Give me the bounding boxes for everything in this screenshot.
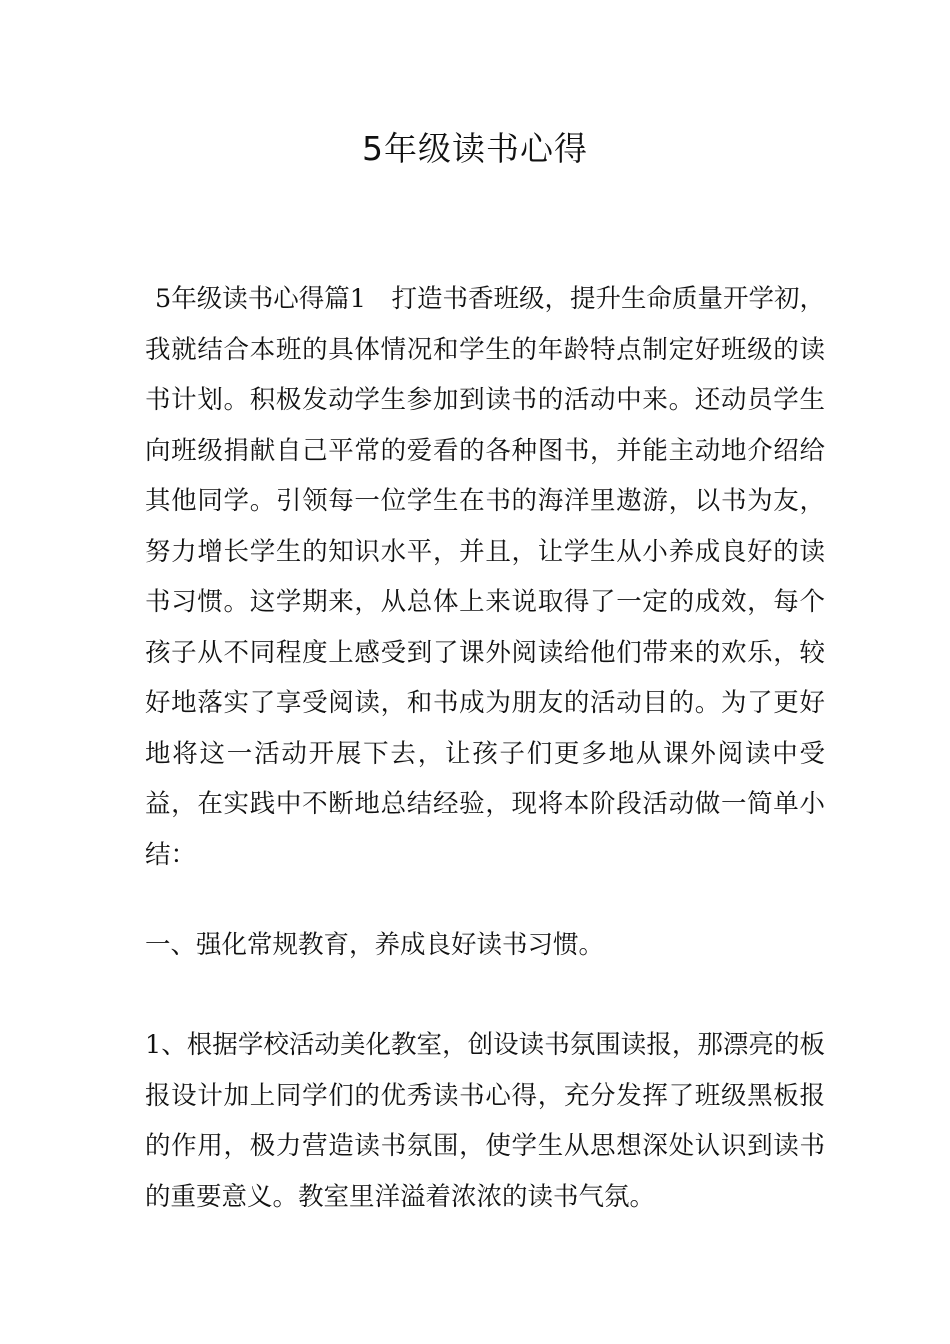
section-heading: 一、强化常规教育，养成良好读书习惯。 [145,930,605,960]
document-title: 5年级读书心得 [362,129,588,168]
intro-paragraph-text: 5年级读书心得篇1 打造书香班级，提升生命质量开学初，我就结合本班的具体情况和学生的年龄特点制定好班级的读书计划。积极发动学生参加到读书的活动中来。还动员学生向班级捐献自己平常的爱看的各种图书，并能主动地介绍给其他同学。引领每一位学生在书的海洋里遨游，以书为友，努力增长学生的知识水平，并且，让学生从小养成良好的读书习惯。这学期来，从总体上来说取得了一定的成效，每个孩子从不同程度上感受到了课外阅读给他们带来的欢乐，较好地落实了享受阅读，和书成为朋友的活动目的。为了更好地将这一活动开展下去，让孩子们更多地从课外阅读中受益，在实践中不断地总结经验，现将本阶段活动做一简单小结： [145,284,825,870]
item-one-paragraph: 1、根据学校活动美化教室，创设读书氛围读报，那漂亮的板报设计加上同学们的优秀读书心得，充分发挥了班级黑板报的作用，极力营造读书氛围，使学生从思想深处认识到读书的重要意义。教室里洋溢着浓浓的读书气氛。 [145,1030,825,1212]
intro-paragraph [145,274,825,880]
